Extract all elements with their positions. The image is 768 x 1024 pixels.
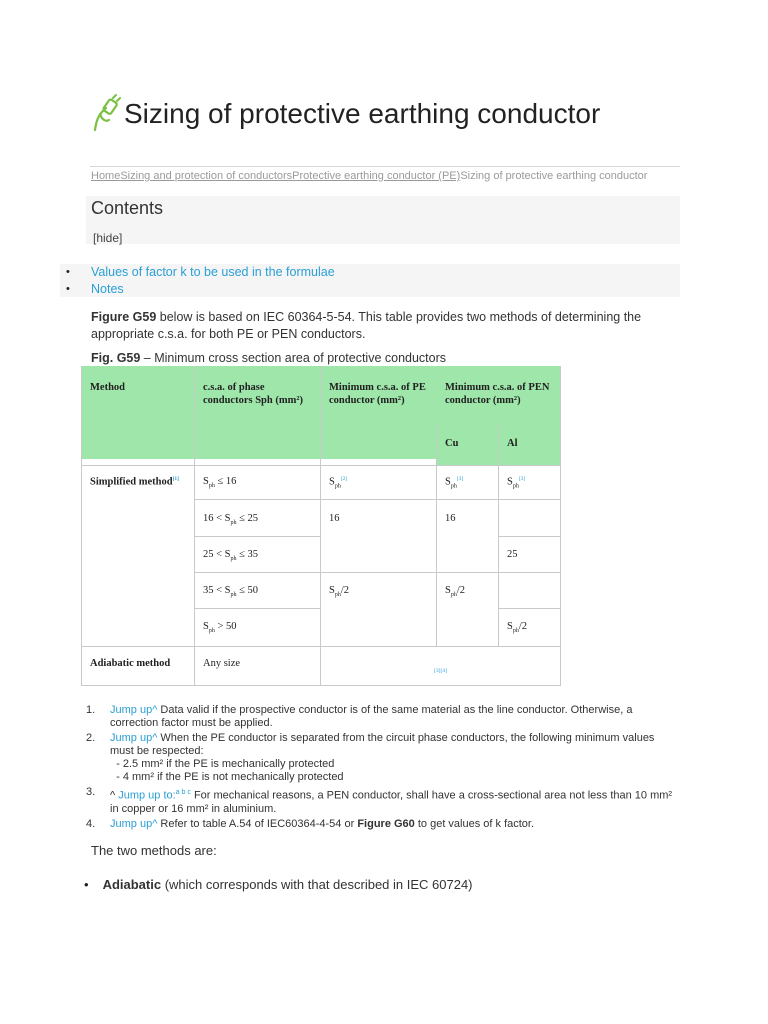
phase-range-3: $25 < S_{ph} \le 35$ <box>203 549 259 563</box>
grid-line <box>560 366 561 686</box>
pe-value-1: $S_{ph}[2]$ <box>329 476 348 490</box>
page-title: Sizing of protective earthing conductor <box>124 98 601 129</box>
breadcrumb-current: Sizing of protective earthing conductor <box>460 170 648 182</box>
header-divider <box>90 166 680 167</box>
two-methods-text: The two methods are: <box>91 843 217 858</box>
toc-item-k-factor[interactable]: • Values of factor k to be used in the formulae <box>60 264 680 281</box>
figure-ref: Figure G59 <box>91 310 157 324</box>
grid-line <box>498 423 499 646</box>
grid-line <box>498 608 561 609</box>
grid-line <box>81 366 82 686</box>
header-pe: Minimum c.s.a. of PE conductor (mm²) <box>320 366 436 459</box>
breadcrumb-sizing[interactable]: Sizing and protection of conductors <box>120 170 293 182</box>
al-value-1: $S_{ph}[3]$ <box>507 476 526 490</box>
cu-value-3: $S_{ph}/2$ <box>445 585 466 599</box>
grid-line <box>194 536 320 537</box>
breadcrumb-pe[interactable]: Protective earthing conductor (PE) <box>292 170 461 182</box>
breadcrumb-home[interactable]: Home <box>91 170 121 182</box>
phase-range-1: $S_{ph} \le 16$ <box>203 476 237 490</box>
grid-line <box>436 423 437 646</box>
header-pen: Minimum c.s.a. of PEN conductor (mm²) <box>436 366 561 423</box>
grid-line <box>194 572 560 573</box>
cu-value-1: $S_{ph}[3]$ <box>445 476 464 490</box>
grid-line <box>81 465 561 466</box>
bullet-icon: • <box>84 877 89 892</box>
al-value-3: $S_{ph}/2$ <box>507 621 528 635</box>
jump-up-link[interactable]: Jump up to: <box>118 789 176 802</box>
pe-value-3: $S_{ph}/2$ <box>329 585 350 599</box>
adiabatic-list-item: • Adiabatic (which corresponds with that described in IEC 60724) <box>84 877 473 892</box>
toc-list <box>60 264 680 297</box>
header-phase: c.s.a. of phase conductors Sph (mm²) <box>194 366 320 459</box>
phase-range-4: $35 < S_{ph} \le 50$ <box>203 585 259 599</box>
toc-box <box>86 196 680 244</box>
jump-up-link[interactable]: Jump up^ <box>110 732 158 744</box>
al-value-2: 25 <box>507 549 518 560</box>
grid-line <box>194 608 320 609</box>
cu-value-2: 16 <box>445 513 456 524</box>
adiabatic-ref: [3][4] <box>434 668 447 674</box>
toc-title: Contents <box>91 198 164 218</box>
toc-item-notes[interactable]: • Notes <box>60 281 680 298</box>
grid-line <box>81 646 561 647</box>
footnotes <box>86 704 676 833</box>
footnote-1: 1. Jump up^ Data valid if the prospective conductor is of the same material as the line conductor. Otherwise, a correction factor must be applied. <box>86 704 633 729</box>
pe-sizing-table <box>81 366 561 686</box>
jump-up-link[interactable]: Jump up^ <box>110 817 158 830</box>
footnote-4: 4. Jump up^ Refer to table A.54 of IEC60364-4-54 or Figure G60 to get values of k factor. <box>86 817 535 830</box>
toc-hide-toggle[interactable]: [hide] <box>93 231 123 245</box>
header-method: Method <box>81 366 194 459</box>
breadcrumb <box>91 170 647 182</box>
footnote-3: 3. ^ Jump up to:$^{a b c}$ For mechanical reasons, a PEN conductor, shall have a cross-sectional area not less than 10 mm² in copper or 16 mm² in aluminium. <box>86 786 673 815</box>
simplified-method-label: Simplified method[1] <box>90 476 179 488</box>
grid-line <box>498 536 561 537</box>
header-cu: Cu <box>436 423 498 465</box>
any-size: Any size <box>203 658 241 669</box>
phase-range-2: $16 < S_{ph} \le 25$ <box>203 513 259 527</box>
phase-range-5: $S_{ph} > 50$ <box>203 621 237 635</box>
grid-line <box>194 499 560 500</box>
grid-line <box>81 685 561 686</box>
figure-caption: Fig. G59 – Minimum cross section area of protective conductors <box>91 351 447 365</box>
cable-plug-icon <box>92 94 124 132</box>
jump-up-link[interactable]: Jump up^ <box>110 704 158 716</box>
grid-line <box>320 366 321 686</box>
adiabatic-method-label: Adiabatic method <box>90 658 171 669</box>
intro-paragraph: Figure G59 below is based on IEC 60364-5-54. This table provides two methods of determining the appropriate c.s.a. for both PE or PEN conductors. <box>91 310 642 341</box>
footnote-2: 2. Jump up^ When the PE conductor is separated from the circuit phase conductors, the following minimum values must be respected: - 2.5 mm² if the PE is mechanically protected - 4 mm² if the PE is not mechanically protected <box>86 732 655 783</box>
pe-value-2: 16 <box>329 513 340 524</box>
header-al: Al <box>498 423 561 465</box>
